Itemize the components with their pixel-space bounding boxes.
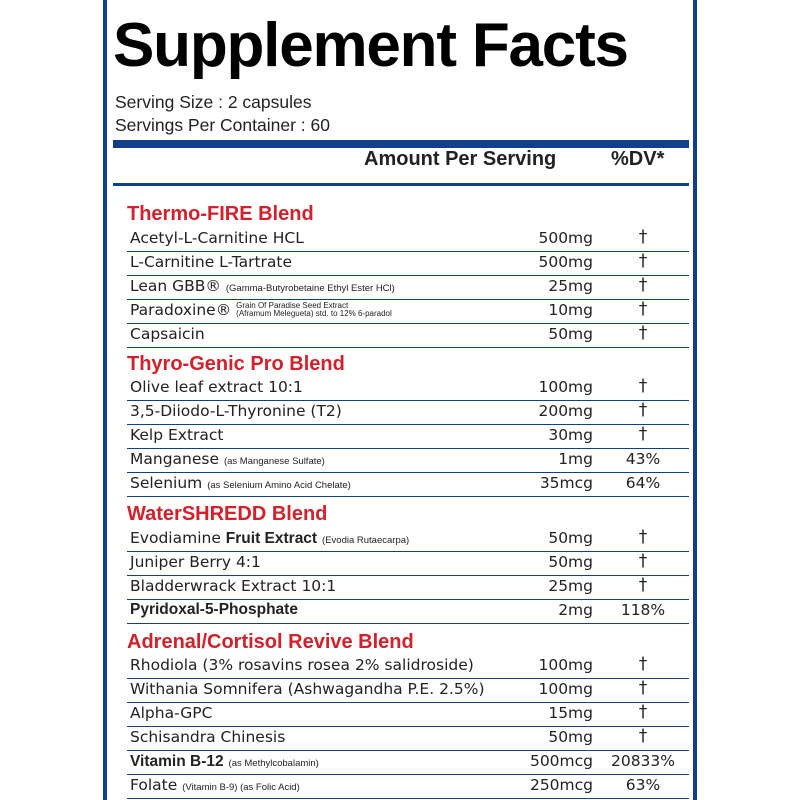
ingredient-dv: †	[638, 575, 648, 595]
ingredient-note: (as Manganese Sulfate)	[223, 456, 325, 467]
ingredient-name: Folate	[130, 776, 178, 794]
ingredient-dv: †	[638, 726, 648, 746]
ingredient-dv: †	[638, 227, 648, 247]
ingredient-name: 3,5-Diiodo-L-Thyronine (T2)	[130, 402, 342, 420]
ingredient-dv: 118%	[620, 601, 666, 619]
table-row	[127, 252, 689, 276]
table-row	[127, 228, 689, 252]
ingredient-dv: †	[638, 424, 648, 444]
ingredient-name: Selenium	[130, 474, 203, 492]
ingredient-amount: 500mcg	[529, 752, 593, 770]
ingredient-name: L-Carnitine L-Tartrate	[130, 253, 293, 271]
ingredient-name: Lean GBB®	[130, 277, 221, 295]
ingredient-amount: 35mcg	[539, 474, 593, 492]
supplement-facts-panel	[103, 0, 697, 800]
ingredient-amount: 25mg	[548, 577, 593, 595]
ingredient-name-group	[130, 752, 319, 771]
table-row	[127, 703, 689, 727]
ingredient-name: Bladderwrack Extract 10:1	[130, 577, 337, 595]
ingredient-dv: 20833%	[610, 752, 676, 770]
blend-title-thyro-genic: Thyro-Genic Pro Blend	[127, 353, 345, 375]
ingredient-dv: †	[638, 702, 648, 722]
ingredient-name-group	[130, 450, 325, 468]
ingredient-dv: †	[638, 551, 648, 571]
table-row	[127, 576, 689, 600]
ingredient-name: Olive leaf extract 10:1	[130, 378, 303, 396]
daily-value-header: %DV*	[611, 148, 665, 170]
blend-title-adrenal-cortisol: Adrenal/Cortisol Revive Blend	[127, 631, 414, 653]
table-row	[127, 727, 689, 751]
ingredient-dv: 43%	[625, 450, 661, 468]
page-title: Supplement Facts	[113, 11, 628, 80]
table-row	[127, 751, 689, 775]
ingredient-amount: 50mg	[548, 529, 593, 547]
ingredient-name: Pyridoxal-5-Phosphate	[130, 601, 298, 618]
ingredient-note: (as Selenium Amino Acid Chelate)	[207, 480, 351, 491]
ingredient-dv: †	[638, 275, 648, 295]
table-row	[127, 679, 689, 703]
ingredient-note-line1: Grain Of Paradise Seed Extract	[236, 300, 349, 310]
ingredient-amount: 100mg	[538, 680, 593, 698]
table-row	[127, 528, 689, 552]
ingredient-dv: †	[638, 400, 648, 420]
ingredient-dv: †	[638, 323, 648, 343]
table-row	[127, 552, 689, 576]
ingredient-name-group	[130, 277, 395, 295]
ingredient-amount: 100mg	[538, 378, 593, 396]
ingredient-amount: 10mg	[548, 301, 593, 319]
ingredient-dv: †	[638, 251, 648, 271]
thick-divider	[113, 140, 689, 148]
ingredient-name: Manganese	[130, 450, 220, 468]
table-row	[127, 775, 689, 799]
ingredient-amount: 100mg	[538, 656, 593, 674]
ingredient-note: (as Methylcobalamin)	[228, 758, 319, 769]
ingredient-name: Capsaicin	[130, 325, 205, 343]
ingredient-dv: †	[638, 678, 648, 698]
servings-per-container: Servings Per Container : 60	[115, 115, 330, 135]
table-row	[127, 377, 689, 401]
ingredient-note: (Evodia Rutaecarpa)	[322, 535, 410, 546]
ingredient-amount: 30mg	[548, 426, 593, 444]
ingredient-name-group	[130, 776, 300, 794]
ingredient-name: Schisandra Chinesis	[130, 728, 286, 746]
ingredient-name: Vitamin B-12	[130, 753, 224, 770]
ingredient-amount: 1mg	[558, 450, 593, 468]
ingredient-dv: †	[638, 654, 648, 674]
ingredient-dv: †	[638, 527, 648, 547]
table-row	[127, 401, 689, 425]
ingredient-dv: 63%	[625, 776, 661, 794]
table-row	[127, 600, 689, 624]
table-row	[127, 473, 689, 497]
ingredient-note	[236, 302, 392, 319]
table-row	[127, 300, 689, 324]
ingredient-amount: 50mg	[548, 553, 593, 571]
ingredient-amount: 250mcg	[529, 776, 593, 794]
ingredient-name: Withania Somnifera (Ashwagandha P.E. 2.5%)	[130, 680, 485, 698]
ingredient-note: (Gamma-Butyrobetaine Ethyl Ester HCl)	[225, 283, 395, 294]
blend-title-watershredd: WaterSHREDD Blend	[127, 503, 328, 525]
ingredient-name: Rhodiola (3% rosavins rosea 2% salidroside)	[130, 656, 474, 674]
ingredient-name-group	[130, 301, 392, 319]
ingredient-note-line2: (Aframum Melegueta) std. to 12% 6-paradol	[236, 309, 392, 318]
ingredient-amount: 500mg	[538, 229, 593, 247]
ingredient-name: Paradoxine®	[130, 301, 232, 319]
ingredient-amount: 15mg	[548, 704, 593, 722]
ingredient-name: Juniper Berry 4:1	[130, 553, 261, 571]
table-row	[127, 449, 689, 473]
ingredient-amount: 500mg	[538, 253, 593, 271]
ingredient-note: (Vitamin B-9) (as Folic Acid)	[182, 782, 300, 793]
ingredient-name: Evodiamine	[130, 529, 221, 547]
ingredient-name-group	[130, 474, 351, 492]
ingredient-dv: †	[638, 299, 648, 319]
table-row	[127, 655, 689, 679]
column-header	[107, 148, 693, 180]
ingredient-amount: 2mg	[558, 601, 593, 619]
table-row	[127, 276, 689, 300]
blend-title-thermo-fire: Thermo-FIRE Blend	[127, 203, 314, 225]
ingredient-amount: 50mg	[548, 325, 593, 343]
table-row	[127, 425, 689, 449]
serving-size: Serving Size : 2 capsules	[115, 92, 312, 112]
ingredient-amount: 50mg	[548, 728, 593, 746]
ingredient-name: Acetyl-L-Carnitine HCL	[130, 229, 304, 247]
ingredient-amount: 25mg	[548, 277, 593, 295]
amount-per-serving-header: Amount Per Serving	[364, 148, 557, 170]
header-divider	[113, 183, 689, 186]
ingredient-dv: †	[638, 376, 648, 396]
ingredient-name: Kelp Extract	[130, 426, 224, 444]
table-row	[127, 324, 689, 348]
ingredient-name-bold: Fruit Extract	[225, 530, 318, 547]
ingredient-name-group	[130, 529, 409, 548]
ingredient-name: Alpha-GPC	[130, 704, 213, 722]
ingredient-dv: 64%	[625, 474, 661, 492]
ingredient-amount: 200mg	[538, 402, 593, 420]
